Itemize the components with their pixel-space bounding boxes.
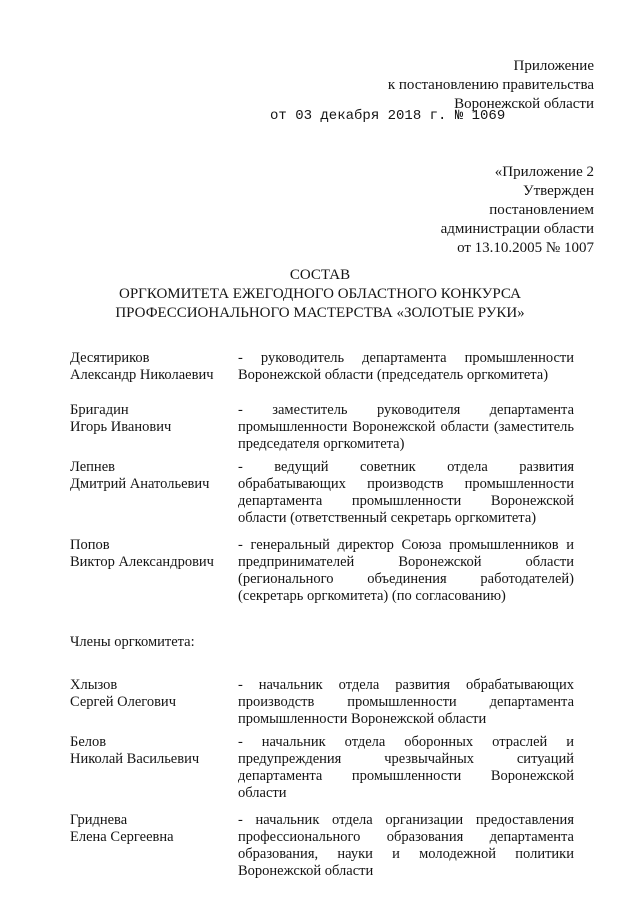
- person-name: [70, 677, 238, 711]
- person-surname: Хлызов: [70, 677, 118, 693]
- person-role: - ведущий советник отдела развития обрабатывающих производств промышленности департамента промышленности Воронежской области (ответственный секретарь оргкомитета): [238, 459, 574, 526]
- person-role: - начальник отдела развития обрабатывающих производств промышленности департамента промышленности Воронежской области: [238, 677, 574, 727]
- person-name: [70, 459, 238, 493]
- person-role: - начальник отдела оборонных отраслей и предупреждения чрезвычайных ситуаций департамента промышленности Воронежской области: [238, 734, 574, 801]
- person-role: - начальник отдела организации предоставления профессионального образования департамента образования, науки и молодежной политики Воронежской области: [238, 812, 574, 879]
- title-line: ПРОФЕССИОНАЛЬНОГО МАСТЕРСТВА «ЗОЛОТЫЕ РУКИ»: [115, 305, 525, 321]
- person-name: [70, 812, 238, 846]
- person-surname: Попов: [70, 537, 110, 553]
- person-given-name: Александр Николаевич: [70, 367, 214, 383]
- person-name: [70, 734, 238, 768]
- appendix-header: [388, 57, 594, 114]
- person-surname: Гриднева: [70, 812, 128, 828]
- person-given-name: Игорь Иванович: [70, 419, 172, 435]
- person-surname: Десятириков: [70, 350, 150, 366]
- person-given-name: Дмитрий Анатольевич: [70, 476, 210, 492]
- person-given-name: Николай Васильевич: [70, 751, 200, 767]
- person-name: [70, 350, 238, 384]
- committee-entry: [70, 350, 574, 384]
- appendix2-line: Утвержден: [522, 183, 594, 199]
- person-given-name: Елена Сергеевна: [70, 829, 174, 845]
- committee-entry: [70, 677, 574, 728]
- appendix-header-line: Воронежской области: [454, 96, 594, 112]
- committee-entry: [70, 402, 574, 453]
- appendix-header-line: Приложение: [513, 58, 594, 74]
- committee-entry: [70, 459, 574, 527]
- committee-entry: [70, 734, 574, 802]
- appendix2-line: от 13.10.2005 № 1007: [457, 240, 594, 256]
- committee-entry: [70, 537, 574, 605]
- person-surname: Белов: [70, 734, 107, 750]
- title-line: ОРГКОМИТЕТА ЕЖЕГОДНОГО ОБЛАСТНОГО КОНКУРСА: [118, 286, 521, 302]
- appendix2-line: постановлением: [489, 202, 594, 218]
- person-surname: Бригадин: [70, 402, 129, 418]
- person-role: - руководитель департамента промышленности Воронежской области (председатель оргкомитета): [238, 350, 574, 383]
- person-surname: Лепнев: [70, 459, 115, 475]
- person-given-name: Виктор Александрович: [70, 554, 214, 570]
- person-given-name: Сергей Олегович: [70, 694, 176, 710]
- person-name: [70, 402, 238, 436]
- person-role: - генеральный директор Союза промышленников и предпринимателей Воронежской области (регионального объединения работодателей) (секретарь оргкомитета) (по согласованию): [238, 537, 574, 604]
- decree-date-line: от 03 декабря 2018 г. № 1069: [270, 108, 506, 124]
- appendix2-line: «Приложение 2: [494, 164, 594, 180]
- committee-entry: [70, 812, 574, 880]
- members-section-label: Члены оргкомитета:: [70, 634, 195, 650]
- person-role: - заместитель руководителя департамента промышленности Воронежской области (заместитель председателя оргкомитета): [238, 402, 574, 452]
- person-name: [70, 537, 238, 571]
- appendix-header-line: к постановлению правительства: [387, 77, 594, 93]
- appendix2-block: [441, 163, 594, 258]
- committee-list: [70, 350, 574, 880]
- document-title: [0, 266, 640, 323]
- title-line: СОСТАВ: [289, 267, 351, 283]
- appendix2-line: администрации области: [440, 221, 594, 237]
